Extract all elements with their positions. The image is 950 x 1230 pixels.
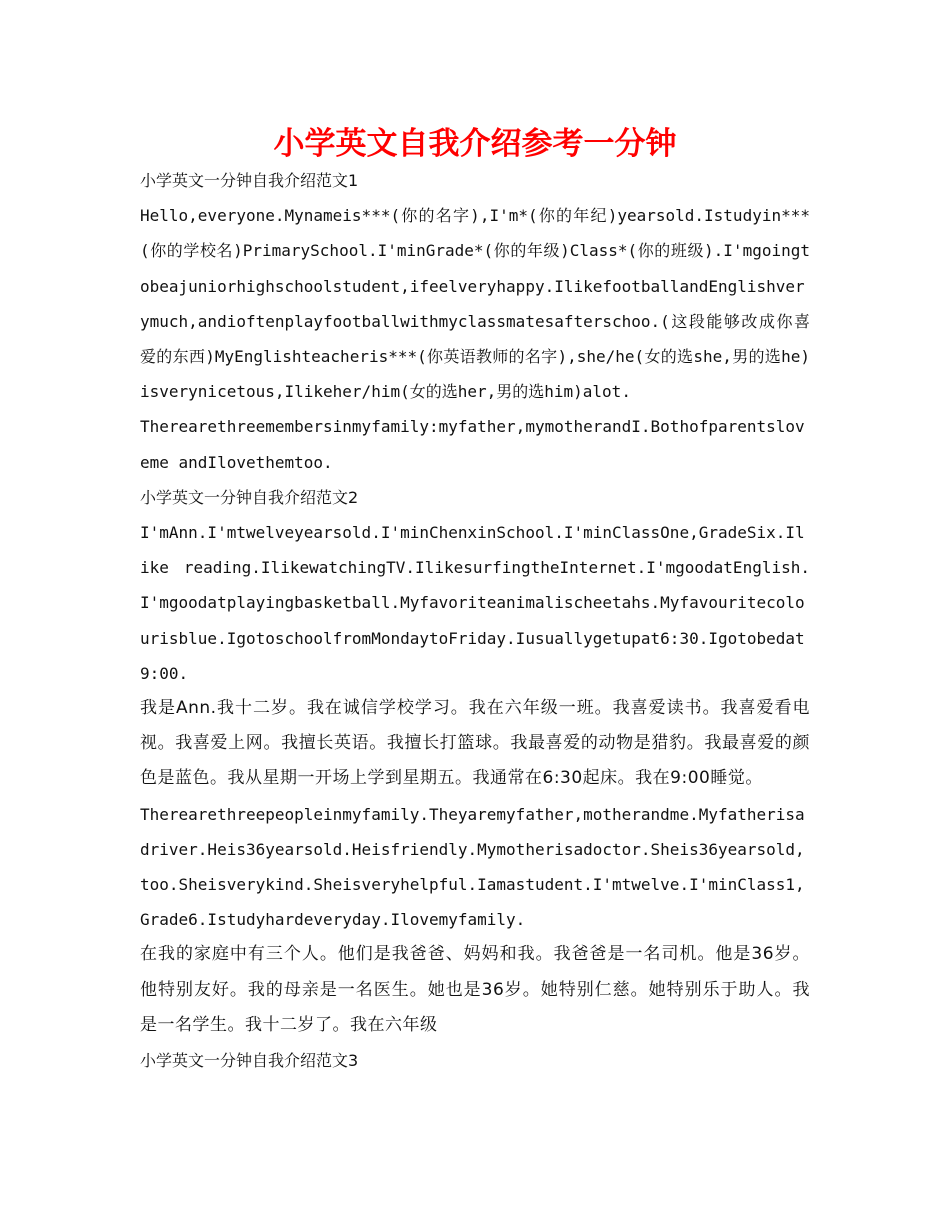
paragraph-family-en-2: Therearethreepeopleinmyfamily.Theyaremyfather,motherandme.Myfatherisadriver.Heis36yearsold.Heisfriendly.Mymotherisadoctor.Sheis36yearsold,too.Sheisverykind.Sheisveryhelpful.Iamastudent.I'mtwelve.I'minClass1,Grade6.Istudyhardeveryday.Ilovemyfamily.	[140, 804, 805, 930]
section-heading-3: 小学英文一分钟自我介绍范文3	[140, 1051, 359, 1071]
paragraph-intro-en: Hello,everyone.Mynameis***(你的名字),I'm*(你的年纪)yearsold.Istudyin***(你的学校名)PrimarySchool.I'minGrade*(你的年级)Class*(你的班级).I'mgoingtobeajuniorhighschoolstudent,ifeelveryhappy.IlikefootballandEnglishverymuch,andioftenplayfootballwithmyclassmatesafterschoo.(这段能够改成你喜爱的东西)MyEnglishteacheris***(你英语教师的名字),she/he(女的选she,男的选he)isverynicetous,Ilikeher/him(女的选her,男的选him)alot.	[140, 206, 810, 402]
paragraph-family-en-1: Therearethreemembersinmyfamily:myfather,mymotherandI.Bothofparentsloveme andIlovethemtoo.	[140, 417, 805, 472]
document-title: 小学英文自我介绍参考一分钟	[273, 126, 677, 162]
section-heading-1: 小学英文一分钟自我介绍范文1	[140, 171, 359, 190]
section-heading-2: 小学英文一分钟自我介绍范文2	[140, 487, 359, 507]
paragraph-ann-en: I'mAnn.I'mtwelveyearsold.I'minChenxinSchool.I'minClassOne,GradeSix.Ilike reading.IlikewatchingTV.IlikesurfingtheInternet.I'mgoodatEnglish.I'mgoodatplayingbasketball.Myfavoriteanimalischeetahs.Myfavouritecolourisblue.IgotoschoolfromMondaytoFriday.Iusuallygetupat6:30.Igotobedat9:00.	[140, 523, 810, 683]
document-body	[140, 163, 810, 1078]
paragraph-ann-cn: 我是Ann.我十二岁。我在诚信学校学习。我在六年级一班。我喜爱读书。我喜爱看电视。我喜爱上网。我擅长英语。我擅长打篮球。我最喜爱的动物是猎豹。我最喜爱的颜色是蓝色。我从星期一开场上学到星期五。我通常在6:30起床。我在9:00睡觉。	[140, 698, 810, 789]
paragraph-family-cn: 在我的家庭中有三个人。他们是我爸爸、妈妈和我。我爸爸是一名司机。他是36岁。他特别友好。我的母亲是一名医生。她也是36岁。她特别仁慈。她特别乐于助人。我是一名学生。我十二岁了。我在六年级	[140, 944, 810, 1035]
